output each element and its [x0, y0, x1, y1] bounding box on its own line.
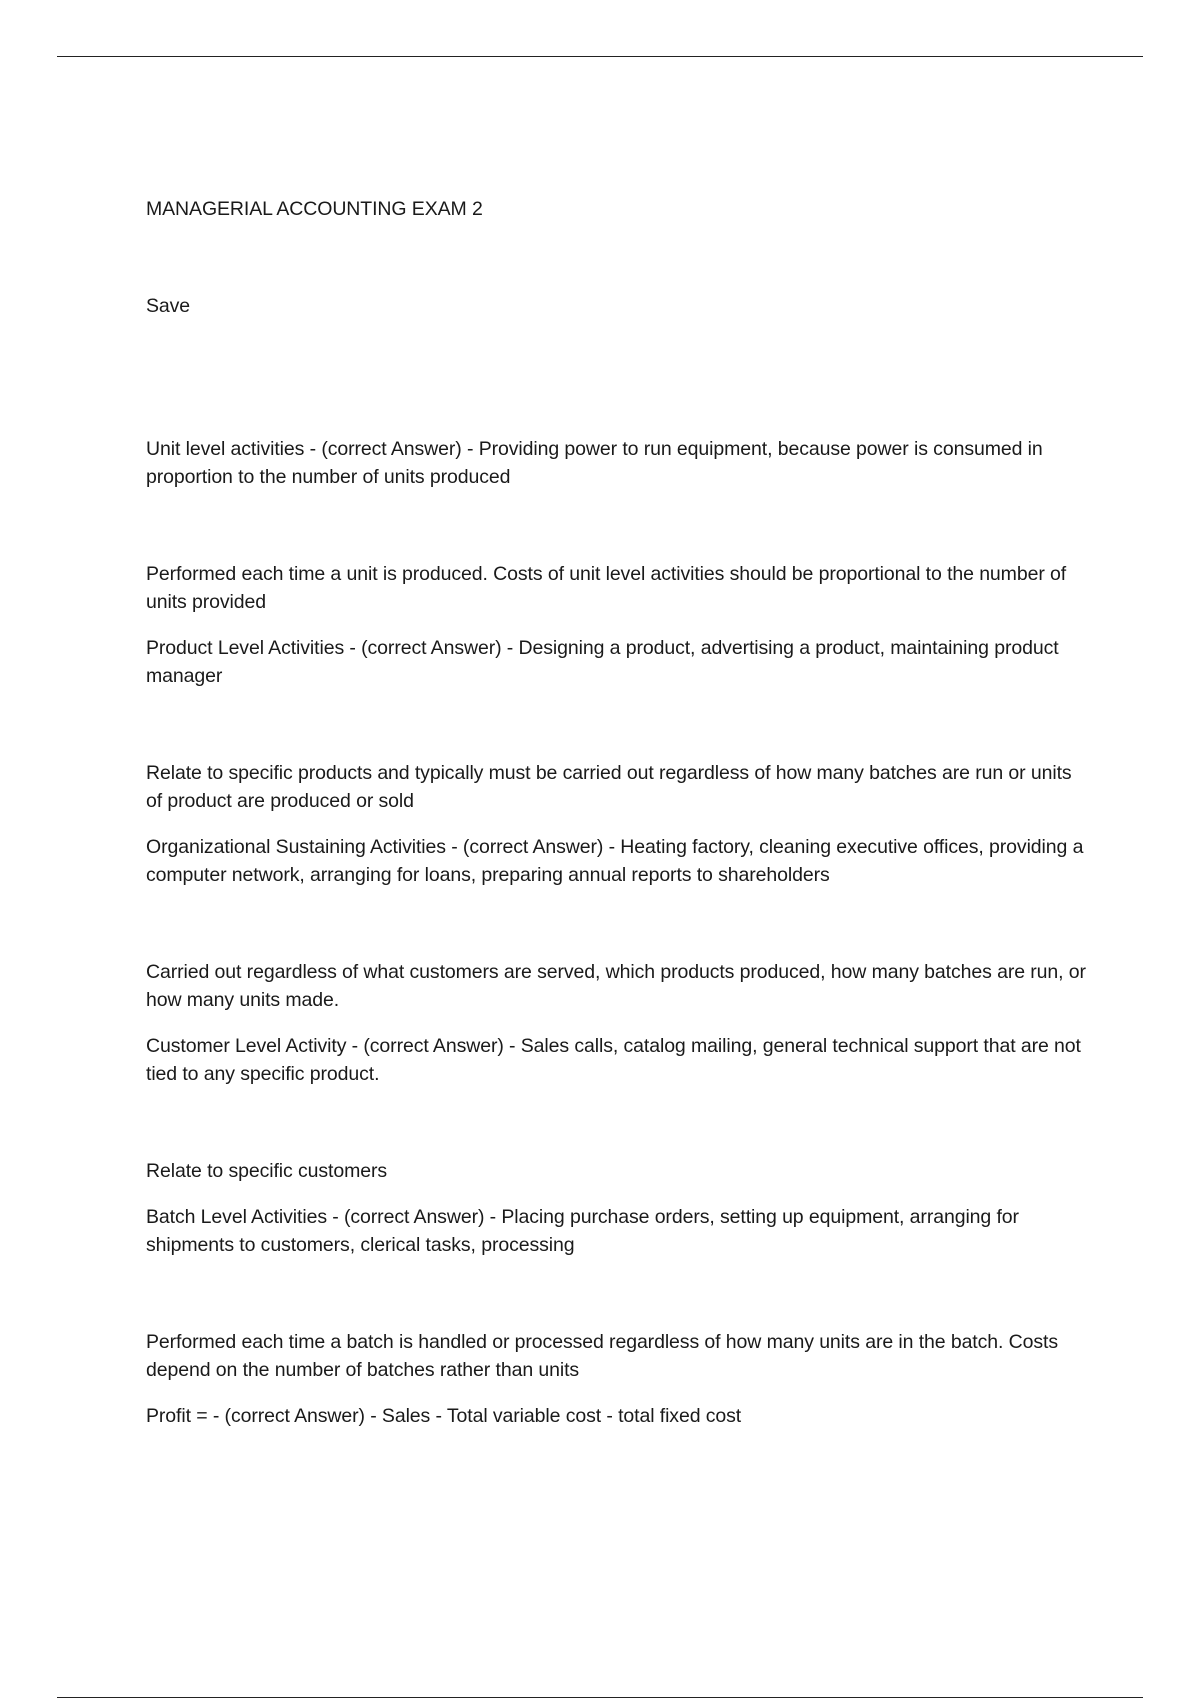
entry-definition-unit-level: Performed each time a unit is produced. Costs of unit level activities should be proportional to the number of units provided — [146, 563, 1067, 613]
page-title: MANAGERIAL ACCOUNTING EXAM 2 — [146, 198, 483, 220]
entry-definition-customer-level: Relate to specific customers — [146, 1160, 388, 1182]
entry-term-customer-level: Customer Level Activity - (correct Answer) - Sales calls, catalog mailing, general technical support that are not tied to any specific product. — [146, 1035, 1081, 1085]
entry-term-batch-level: Batch Level Activities - (correct Answer) - Placing purchase orders, setting up equipment, arranging for shipments to customers, clerical tasks, processing — [146, 1206, 1019, 1256]
entry-term-product-level: Product Level Activities - (correct Answer) - Designing a product, advertising a product, maintaining product manager — [146, 637, 1059, 687]
entry-definition-product-level: Relate to specific products and typically must be carried out regardless of how many batches are run or units of product are produced or sold — [146, 762, 1072, 812]
top-rule — [57, 56, 1143, 57]
document-body — [146, 195, 1086, 1430]
entry-term-unit-level: Unit level activities - (correct Answer) - Providing power to run equipment, because power is consumed in proportion to the number of units produced — [146, 438, 1043, 488]
bottom-rule — [57, 1697, 1143, 1698]
qa-list — [146, 435, 1086, 1430]
save-link[interactable]: Save — [146, 295, 191, 317]
entry-definition-batch-level: Performed each time a batch is handled or processed regardless of how many units are in the batch. Costs depend on the number of batches rather than units — [146, 1331, 1059, 1381]
entry-term-organizational-sustaining: Organizational Sustaining Activities - (correct Answer) - Heating factory, cleaning executive offices, providing a computer network, arranging for loans, preparing annual reports to shareholders — [146, 836, 1084, 886]
entry-term-profit: Profit = - (correct Answer) - Sales - Total variable cost - total fixed cost — [146, 1405, 742, 1427]
entry-definition-organizational-sustaining: Carried out regardless of what customers are served, which products produced, how many batches are run, or how many units made. — [146, 961, 1086, 1011]
